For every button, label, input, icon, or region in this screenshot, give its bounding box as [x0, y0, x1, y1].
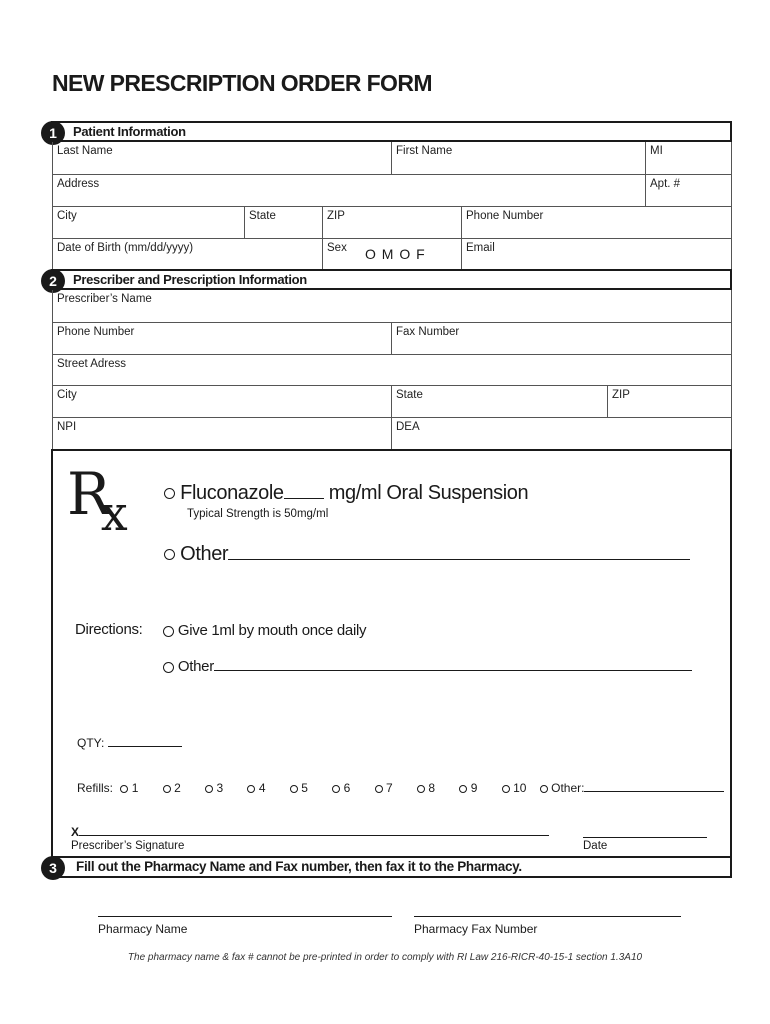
prescriber-row-phone	[53, 323, 731, 355]
prescriber-phone-field[interactable]: Phone Number	[57, 326, 135, 338]
refill-option-4[interactable]: 4	[247, 781, 265, 795]
refill-option-10[interactable]: 10	[502, 781, 527, 795]
pharmacy-name-label: Pharmacy Name	[98, 922, 188, 936]
prescriber-row-street	[53, 355, 731, 386]
section-number-badge: 3	[41, 856, 65, 880]
patient-row-address	[53, 175, 731, 207]
first-name-field[interactable]: First Name	[391, 142, 645, 174]
refills-row: Refills: 1 2 3 4 5 6 7 8 9 10 Other:	[77, 781, 724, 795]
prescriber-row-name	[53, 290, 731, 323]
patient-row-city	[53, 207, 731, 239]
refill-option-5[interactable]: 5	[290, 781, 308, 795]
direction-option-daily: Give 1ml by mouth once daily	[163, 622, 366, 639]
rx-symbol: $R_x$	[67, 460, 128, 542]
section-prescriber-header	[51, 269, 732, 290]
prescriber-state-field[interactable]: State	[391, 386, 607, 417]
refill-option-7[interactable]: 7	[375, 781, 393, 795]
refill-option-1[interactable]: 1	[120, 781, 138, 795]
prescriber-zip-field[interactable]: ZIP	[607, 386, 731, 417]
section-number-badge: 2	[41, 269, 65, 293]
pharmacy-fax-label: Pharmacy Fax Number	[414, 922, 538, 936]
mi-field[interactable]: MI	[645, 142, 731, 174]
qty-blank[interactable]	[108, 746, 182, 747]
address-field[interactable]: Address	[57, 178, 100, 190]
refill-option-2[interactable]: 2	[163, 781, 181, 795]
prescription-box	[51, 449, 732, 878]
section-label: Prescriber and Prescription Information	[73, 272, 307, 287]
direction-daily-radio[interactable]	[163, 626, 174, 637]
signature-label: Prescriber’s Signature	[71, 840, 185, 852]
section-number-badge: 1	[41, 121, 65, 145]
patient-info-grid	[52, 142, 732, 270]
prescriber-name-field[interactable]: Prescriber’s Name	[57, 293, 152, 305]
date-label: Date	[583, 840, 608, 852]
phone-field[interactable]: Phone Number	[461, 207, 731, 238]
city-field[interactable]: City	[57, 210, 77, 222]
section-patient-header	[51, 121, 732, 142]
direction-other-blank[interactable]	[214, 670, 692, 671]
patient-row-name	[53, 142, 731, 175]
signature-blank[interactable]	[79, 835, 549, 836]
pharmacy-name-blank[interactable]	[98, 916, 392, 917]
refill-option-6[interactable]: 6	[332, 781, 350, 795]
fluconazole-radio[interactable]	[164, 488, 175, 499]
refill-option-other[interactable]: Other:	[540, 781, 725, 795]
directions-label: Directions:	[75, 621, 143, 638]
refill-option-3[interactable]: 3	[205, 781, 223, 795]
prescriber-info-grid	[52, 290, 732, 450]
refill-option-9[interactable]: 9	[459, 781, 477, 795]
patient-row-dob	[53, 239, 731, 270]
date-blank[interactable]	[583, 837, 707, 838]
legal-disclaimer: The pharmacy name & fax # cannot be pre-printed in order to comply with RI Law 216-RICR-40-15-1 section 1.3A10	[127, 952, 643, 963]
sex-options[interactable]: O M O F	[365, 246, 426, 262]
dob-field[interactable]: Date of Birth (mm/dd/yyyy)	[57, 242, 194, 254]
last-name-field[interactable]: Last Name	[57, 145, 113, 157]
state-field[interactable]: State	[244, 207, 322, 238]
direction-other-radio[interactable]	[163, 662, 174, 673]
npi-field[interactable]: NPI	[57, 421, 77, 433]
prescriber-row-city	[53, 386, 731, 418]
other-drug-blank[interactable]	[228, 559, 690, 560]
direction-option-other: Other	[163, 658, 692, 675]
pharmacy-fax-blank[interactable]	[414, 916, 681, 917]
dea-field[interactable]: DEA	[391, 418, 731, 449]
sex-field: Sex O M O F	[322, 239, 461, 270]
prescriber-city-field[interactable]: City	[57, 389, 77, 401]
prescriber-row-npi	[53, 418, 731, 449]
qty-field: QTY:	[77, 736, 182, 750]
apt-field[interactable]: Apt. #	[645, 175, 731, 206]
typical-strength-note: Typical Strength is 50mg/ml	[187, 508, 329, 520]
strength-blank[interactable]	[284, 498, 324, 499]
other-drug-option: Other	[164, 543, 690, 566]
section-pharmacy-header	[51, 856, 732, 878]
refill-other-blank[interactable]	[584, 791, 724, 792]
fluconazole-option: Fluconazole mg/ml Oral Suspension	[164, 482, 528, 505]
prescriber-street-field[interactable]: Street Adress	[57, 358, 127, 370]
prescriber-fax-field[interactable]: Fax Number	[391, 323, 731, 354]
email-field[interactable]: Email	[461, 239, 731, 270]
zip-field[interactable]: ZIP	[322, 207, 461, 238]
refill-option-8[interactable]: 8	[417, 781, 435, 795]
signature-line: X	[71, 825, 549, 839]
section-label: Fill out the Pharmacy Name and Fax number, then fax it to the Pharmacy.	[76, 859, 522, 874]
other-drug-radio[interactable]	[164, 549, 175, 560]
section-label: Patient Information	[73, 124, 186, 139]
form-title: NEW PRESCRIPTION ORDER FORM	[52, 70, 432, 96]
